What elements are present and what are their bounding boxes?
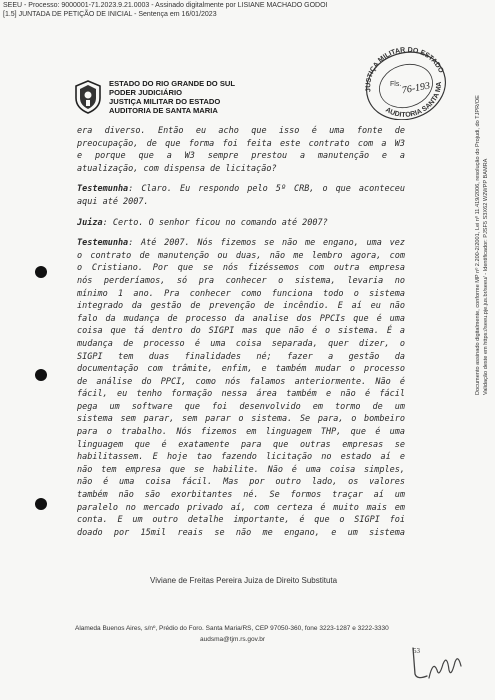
text-line: habilitassem. E hoje tao fazendo licitação no estado aí e (77, 452, 405, 463)
stamp-bottom-text: AUDITORIA SANTA MARIA (384, 81, 443, 119)
text-line: aqui até 2007. (77, 196, 149, 207)
stamp-fls-label: Fls. (390, 81, 402, 88)
text-line: era diverso. Então eu acho que isso é uma fonte de (77, 126, 405, 136)
header-line-1: SEEU - Processo: 9000001-71.2023.9.21.0003 - Assinado digitalmente por LISIANE MACHADO GODOI (3, 2, 328, 9)
text-line: atualização, com dispensa de licitação? (77, 163, 277, 174)
side-validation-note (474, 95, 490, 395)
court-address: Alameda Buenos Aires, s/nº, Prédio do Foro. Santa Maria/RS, CEP 97050-360, fone 3223-1287 e 3222-3330 (75, 625, 389, 632)
stamp-fls-value: 76-193 (401, 80, 431, 97)
text-line: mínimo 1 ano. Pra conhecer como funciona todo o sistema (77, 288, 405, 299)
text-line: SIGPI tem duas finalidades né; fazer a gestão da (77, 351, 405, 362)
text-line: integrado da gestão de prevenção de incêndio. E aí eu não (77, 301, 405, 312)
text-line: coisa que tá dentro do SIGPI mas que não é o sistema. É a (77, 326, 405, 337)
stamp-top-text: JUSTIÇA MILITAR DO ESTADO (365, 46, 445, 93)
text-line: documentação com trâmite, enfim, e também mudar o processo (77, 364, 405, 375)
text-line: e porque que a W3 sempre prestou a manutenção e a (77, 151, 405, 162)
text-line: não é uma coisa fácil. Mas por outro lado, os valores (77, 477, 405, 488)
speech-text: : Certo. O senhor ficou no comando até 2007? (102, 217, 328, 228)
transcript-paragraph (77, 237, 405, 539)
text-line: fácil, eu tenho formação nessa área também e não é fácil (77, 389, 405, 400)
transcript-paragraph (77, 183, 405, 208)
text-line: para o trabalho. Nós fizemos em linguagem THP, que é uma (77, 427, 405, 438)
institution-block (109, 79, 235, 115)
text-line: pega um software que foi desenvolvido em tormo de um (77, 401, 405, 412)
judge-signature-line: Viviane de Freitas Pereira Juiza de Direito Substituta (150, 576, 338, 585)
institution-office: AUDITORIA DE SANTA MARIA (109, 106, 218, 115)
binder-hole (35, 498, 47, 510)
side-note-line-2: Validação deste em https://seeu.pje.jus.br/seeu/ - Identificador: PJSF5 S3X62 W2WPP BAMRA (483, 158, 489, 395)
text-line: mudança de processo é uma coisa separada, quer dizer, o (77, 338, 405, 349)
text-line: falo da mudança de processo da analise dos PPCIs que é uma (77, 313, 405, 324)
court-stamp (360, 42, 452, 120)
text-line: linguagem que é exatamente para que outras empresas se (77, 439, 405, 450)
text-line (77, 217, 405, 230)
speech-text: : Até 2007. Nós fizemos se não me engano, uma vez (128, 238, 405, 249)
text-line: conta. E um outro detalhe importante, é que o SIGPI foi (77, 515, 405, 526)
text-line: sistema sem parar, sem parar o sistema. Se para, o bombeiro (77, 414, 405, 425)
text-line: de análise do PPCI, como nós falamos anteriormente. Não é (77, 376, 405, 387)
side-note-line-1: Documento assinado digitalmente, conforme MP nº 2.200-2/2001, Lei nº 11.419/2006, resolução do Projudi, do TJPR/OE (475, 95, 481, 395)
text-line: preocupação, de que forma foi feita este contrato com a W3 (77, 138, 405, 149)
text-line: doado por 15mil reais se não me engano, e um sistema (77, 527, 405, 538)
page-number: 53 (413, 647, 420, 655)
speaker-label: Testemunha (77, 184, 129, 195)
state-crest-icon (74, 80, 102, 114)
header-line-2: [1.5] JUNTADA DE PETIÇÃO DE INICIAL - Sentença em 16/01/2023 (3, 11, 217, 18)
speech-text: : Claro. Eu respondo pelo 5º CRB, o que aconteceu (128, 184, 405, 195)
institution-court: JUSTIÇA MILITAR DO ESTADO (109, 97, 221, 106)
text-line: não tem empresa que se habilite. Não é uma coisa simples, (77, 464, 405, 475)
text-line: paralelo no mercado privado aí, com certeza é muito mais em (77, 502, 405, 513)
binder-hole (35, 266, 47, 278)
transcript-body (77, 125, 405, 547)
text-line: também não são exorbitantes né. Se formos traçar aí um (77, 490, 405, 501)
handwritten-initials (405, 640, 465, 685)
transcript-paragraph (77, 125, 405, 175)
text-line: o contrato de manutenção ou duas, não me lembro agora, com (77, 250, 405, 261)
institution-branch: PODER JUDICIÁRIO (109, 88, 182, 97)
text-line (77, 183, 405, 196)
transcript-paragraph (77, 217, 405, 230)
text-line: o Cristiano. Por que se nós fizéssemos com outra empresa (77, 263, 405, 274)
institution-state: ESTADO DO RIO GRANDE DO SUL (109, 79, 236, 88)
text-line: nós perderíamos, só pra conhecer o sistema, levaria no (77, 275, 405, 286)
text-line (77, 237, 405, 250)
speaker-label: Juiza (77, 217, 103, 228)
court-email: audsma@tjm.rs.gov.br (200, 636, 265, 643)
speaker-label: Testemunha (77, 238, 129, 249)
binder-hole (35, 369, 47, 381)
